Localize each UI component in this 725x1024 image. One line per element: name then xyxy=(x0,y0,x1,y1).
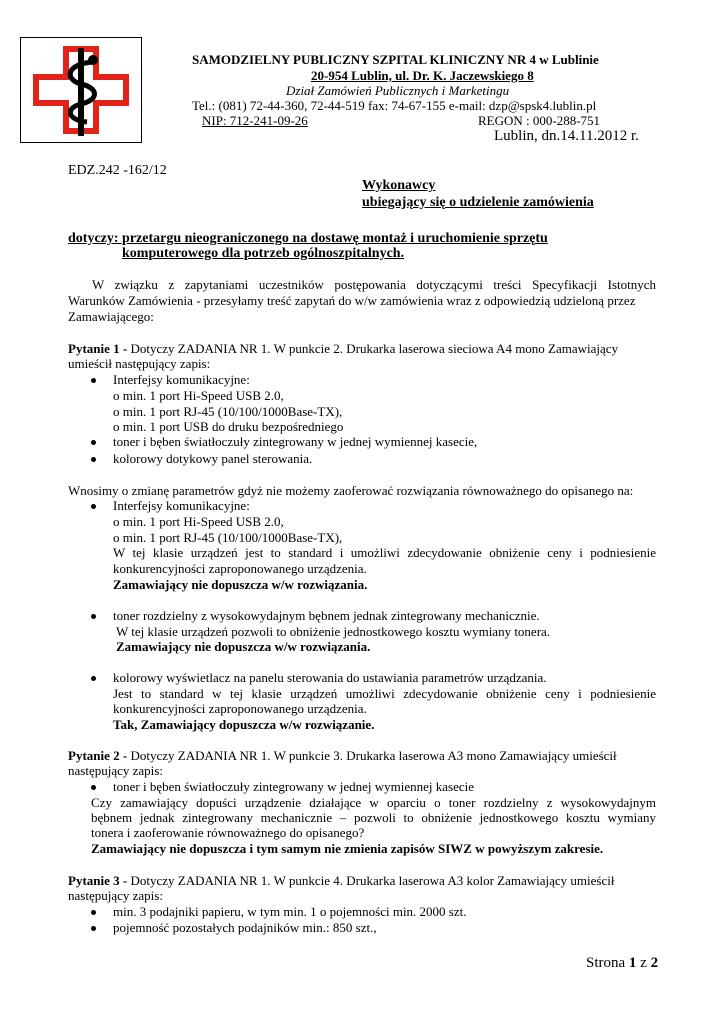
q1-change-3-text-1: Jest to standard w tej klasie urządzeń umożliwi zdecydowanie obniżenie ceny i podniesienie xyxy=(113,686,656,701)
of-word: z xyxy=(640,955,647,971)
question-2-label: Pytanie 2 - xyxy=(68,748,128,763)
q1-bullet-3: kolorowy dotykowy panel sterowania. xyxy=(113,451,313,466)
q1-change-intro: Wnosimy o zmianę parametrów gdyż nie możemy zaoferować rozwiązania równoważnego do opisanego na: xyxy=(68,483,634,498)
recipients-line-2: ubiegający się o udzielenie zamówienia xyxy=(362,195,594,210)
question-3-line-1: Dotyczy ZADANIA NR 1. W punkcie 4. Drukarka laserowa A3 kolor Zamawiający umieścił xyxy=(130,873,615,888)
q2-text-1: Czy zamawiający dopuści urządzenie działające w oparciu o toner rozdzielny z wysokowydajnym xyxy=(91,795,656,810)
question-1-label: Pytanie 1 - xyxy=(68,341,128,356)
q3-bullet-2: pojemność pozostałych podajników min.: 850 szt., xyxy=(113,920,377,935)
bullet-icon xyxy=(91,785,96,790)
bullet-icon xyxy=(91,440,96,445)
question-1-line-1: Dotyczy ZADANIA NR 1. W punkcie 2. Drukarka laserowa sieciowa A4 mono Zamawiający xyxy=(130,341,619,356)
subject-line-1: dotyczy: przetargu nieograniczonego na dostawę montaż i uruchomienie sprzętu xyxy=(68,231,548,246)
q1-change-1-sub-b: o min. 1 port RJ-45 (10/100/1000Base-TX), xyxy=(113,530,343,545)
question-2-heading xyxy=(68,748,656,763)
bullet-icon xyxy=(91,457,96,462)
page-number xyxy=(586,955,658,972)
intro-line-2: Warunków Zamówienia - przesyłamy treść zapytań do w/w zamówienia wraz z odpowiedzią udzieloną przez xyxy=(68,293,636,308)
q1-answer-1: Zamawiający nie dopuszcza w/w rozwiązania. xyxy=(113,577,368,592)
q2-text-2: bębnem jednak zintegrowany mechanicznie – pozwoli to obniżenie jednostkowego kosztu wymiany xyxy=(91,810,656,825)
q1-change-1-text-1: W tej klasie urządzeń jest to standard i umożliwi zdecydowanie obniżenie ceny i podniesienie xyxy=(113,545,656,560)
question-3-line-2: następujący zapis: xyxy=(68,888,163,903)
nip: NIP: 712-241-09-26 xyxy=(202,113,308,128)
q1-change-3: kolorowy wyświetlacz na panelu sterowania do ustawiania parametrów urządzania. xyxy=(113,670,547,685)
regon: REGON : 000-288-751 xyxy=(478,113,601,128)
recipients-line-1: Wykonawcy xyxy=(362,178,436,193)
q1-change-2-text: W tej klasie urządzeń pozwoli to obniżenie jednostkowego kosztu wymiany tonera. xyxy=(116,624,551,639)
department-name: Dział Zamówień Publicznych i Marketingu xyxy=(286,83,510,98)
total-pages: 2 xyxy=(650,955,659,971)
question-1-heading xyxy=(68,341,656,356)
q1-bullet-1-sub-a: o min. 1 port Hi-Speed USB 2.0, xyxy=(113,388,284,403)
q1-answer-2: Zamawiający nie dopuszcza w/w rozwiązania. xyxy=(116,639,371,654)
question-2-line-1: Dotyczy ZADANIA NR 1. W punkcie 3. Drukarka laserowa A3 mono Zamawiający umieścił xyxy=(130,748,617,763)
q1-bullet-1-sub-b: o min. 1 port RJ-45 (10/100/1000Base-TX), xyxy=(113,404,343,419)
intro-line-3: Zamawiającego: xyxy=(68,309,154,324)
bullet-icon xyxy=(91,378,96,383)
bullet-icon xyxy=(91,614,96,619)
hospital-name: SAMODZIELNY PUBLICZNY SZPITAL KLINICZNY NR 4 w Lublinie xyxy=(192,52,599,67)
q1-change-1: Interfejsy komunikacyjne: xyxy=(113,498,250,513)
question-3-heading xyxy=(68,873,656,888)
current-page: 1 xyxy=(628,955,637,971)
hospital-logo xyxy=(20,37,142,143)
bullet-icon xyxy=(91,926,96,931)
subject-line-2: komputerowego dla potrzeb ogólnoszpitalnych. xyxy=(122,246,405,261)
bullet-icon xyxy=(91,910,96,915)
q1-bullet-2: toner i bęben światłoczuły zintegrowany w jednej wymiennej kasecie, xyxy=(113,434,478,449)
hospital-address: 20-954 Lublin, ul. Dr. K. Jaczewskiego 8 xyxy=(311,68,534,83)
q1-bullet-1-sub-c: o min. 1 port USB do druku bezpośredniego xyxy=(113,419,344,434)
question-1-line-2: umieścił następujący zapis: xyxy=(68,356,211,371)
q2-text-3: tonera i zaoferowanie równoważnego do opisanego? xyxy=(91,825,365,840)
letter-date: Lublin, dn.14.11.2012 r. xyxy=(494,128,639,144)
page-word: Strona xyxy=(586,955,626,971)
bullet-icon xyxy=(91,504,96,509)
q1-change-2: toner rozdzielny z wysokowydajnym bębnem jednak zintegrowany mechanicznie. xyxy=(113,608,540,623)
q2-bullet-1: toner i bęben światłoczuły zintegrowany w jednej wymiennej kasecie xyxy=(113,779,474,794)
medical-cross-caduceus-icon xyxy=(21,38,141,142)
q1-bullet-1: Interfejsy komunikacyjne: xyxy=(113,372,250,387)
q1-answer-3: Tak, Zamawiający dopuszcza w/w rozwiązanie. xyxy=(113,717,375,732)
reference-number: EDZ.242 -162/12 xyxy=(68,163,167,178)
intro-line-1: W związku z zapytaniami uczestników postępowania dotyczącymi treści Specyfikacji Istotnych xyxy=(92,277,656,292)
q2-answer: Zamawiający nie dopuszcza i tym samym nie zmienia zapisów SIWZ w powyższym zakresie. xyxy=(91,841,604,856)
contact-line: Tel.: (081) 72-44-360, 72-44-519 fax: 74-67-155 e-mail: dzp@spsk4.lublin.pl xyxy=(192,98,597,113)
question-3-label: Pytanie 3 - xyxy=(68,873,128,888)
nip-regon-line xyxy=(202,113,606,128)
q1-change-1-text-2: konkurencyjności zaproponowanego urządzenia. xyxy=(113,561,367,576)
q1-change-3-text-2: konkurencyjności zaproponowanego urządzenia. xyxy=(113,701,367,716)
q1-change-1-sub-a: o min. 1 port Hi-Speed USB 2.0, xyxy=(113,514,284,529)
q3-bullet-1: min. 3 podajniki papieru, w tym min. 1 o pojemności min. 2000 szt. xyxy=(113,904,467,919)
question-2-line-2: następujący zapis: xyxy=(68,763,163,778)
bullet-icon xyxy=(91,676,96,681)
